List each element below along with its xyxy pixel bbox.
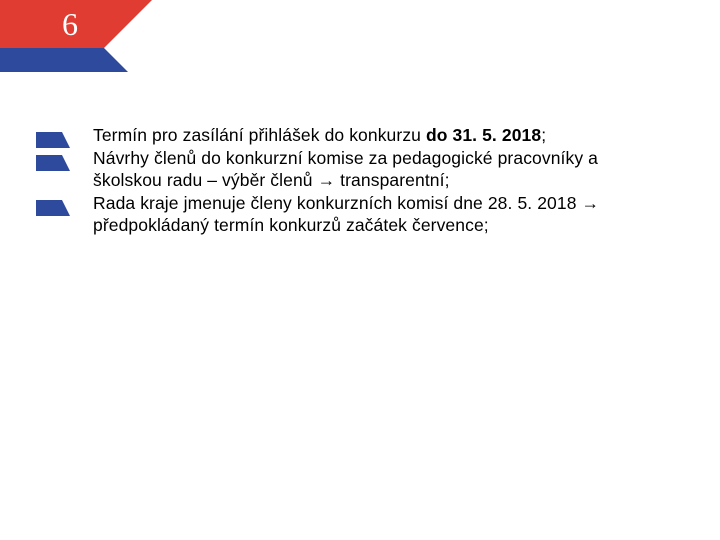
- bullet-item-deadline: [0, 124, 720, 147]
- arrow-icon: →: [317, 170, 336, 190]
- bullet-text-part: ;: [541, 125, 547, 145]
- bullet-marker-icon: [36, 155, 70, 171]
- deadline-date: do 31. 5. 2018: [425, 125, 542, 145]
- bullet-list: [0, 124, 720, 237]
- bullet-text-line: předpokládaný termín konkurzů začátek července;: [93, 215, 489, 235]
- bullet-text-line: Návrhy členů do konkurzní komise za pedagogické pracovníky a: [93, 147, 599, 168]
- bullet-item-committee: [0, 147, 720, 192]
- bullet-text-part: Termín pro zasílání přihlášek do konkurzu: [93, 125, 426, 145]
- slide-number: 6: [62, 6, 78, 42]
- bullet-text: [93, 124, 683, 147]
- bullet-marker-icon: [36, 200, 70, 216]
- arrow-icon: →: [581, 192, 600, 213]
- bullet-text-part: transparentní;: [335, 170, 450, 190]
- corner-blue-band: [0, 48, 128, 72]
- bullet-text: [93, 192, 683, 237]
- bullet-text: [93, 147, 683, 192]
- bullet-text-part: školskou radu – výběr členů: [93, 170, 318, 190]
- bullet-text-part: Rada kraje jmenuje členy konkurzních komisí dne 28. 5. 2018: [93, 192, 582, 213]
- bullet-item-appointment: [0, 192, 720, 237]
